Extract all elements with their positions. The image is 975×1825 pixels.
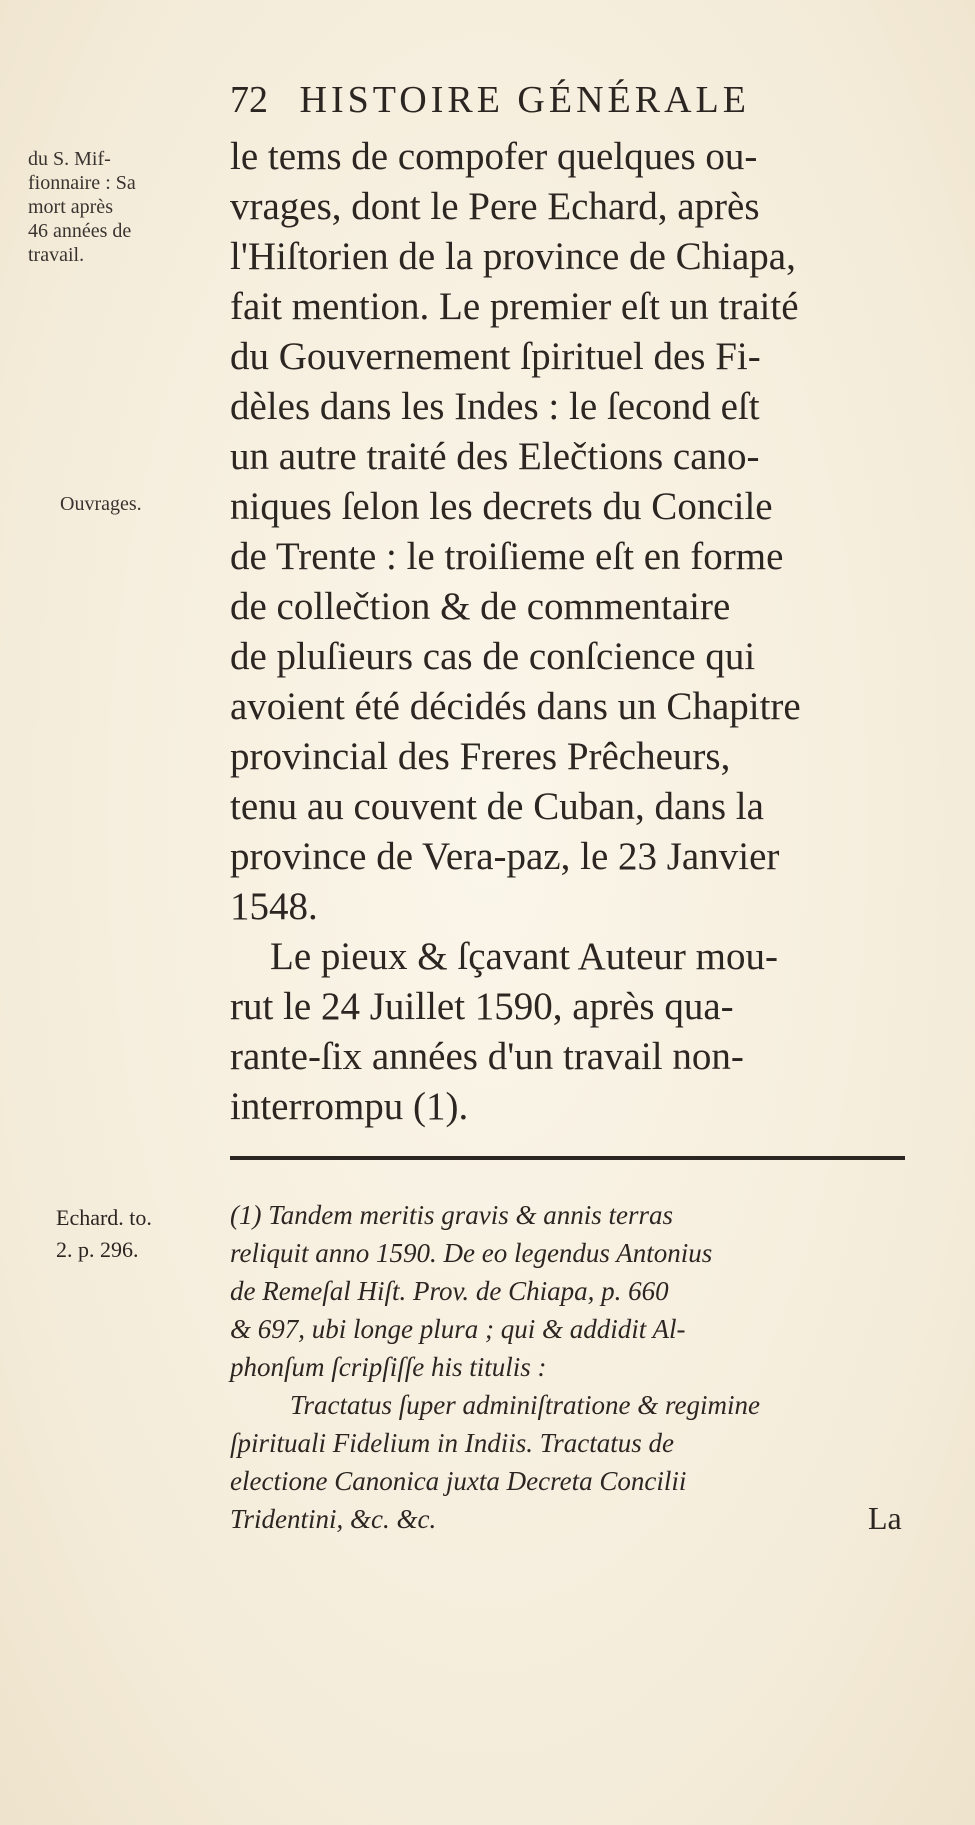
body-line: rante-ſix années d'un travail non- <box>230 1035 744 1078</box>
footnote-line: de Remeſal Hiſt. Prov. de Chiapa, p. 660 <box>230 1276 669 1306</box>
margin-note-line: fionnaire : Sa <box>28 172 136 194</box>
body-line: de pluſieurs cas de conſcience qui <box>230 635 756 678</box>
catchword: La <box>868 1500 902 1536</box>
body-line: province de Vera-paz, le 23 Janvier <box>230 835 780 878</box>
body-line: de Trente : le troiſieme eſt en forme <box>230 535 784 578</box>
margin-note-line: 46 années de <box>28 220 132 242</box>
body-line: du Gouvernement ſpirituel des Fi- <box>230 335 761 378</box>
body-line: l'Hiſtorien de la province de Chiapa, <box>230 235 796 278</box>
main-text <box>230 132 925 1132</box>
margin-note-line: travail. <box>28 244 85 266</box>
running-title: HISTOIRE GÉNÉRALE <box>299 79 750 121</box>
body-line: fait mention. Le premier eſt un traité <box>230 285 799 328</box>
footnote-rule <box>230 1156 905 1160</box>
margin-note-works <box>60 492 250 516</box>
footnote-margin-reference <box>56 1202 226 1266</box>
running-header <box>230 78 920 122</box>
body-line: dèles dans les Indes : le ſecond eſt <box>230 385 760 428</box>
body-line: provincial des Freres Prêcheurs, <box>230 735 731 778</box>
body-line: le tems de compofer quelques ou- <box>230 135 758 178</box>
footnote-margin-line: 2. p. 296. <box>56 1237 139 1262</box>
footnote-line: ſpirituali Fidelium in Indiis. Tractatus de <box>230 1428 675 1458</box>
body-line: interrompu (1). <box>230 1085 469 1128</box>
footnote-line: (1) Tandem meritis gravis & annis terras <box>230 1200 674 1230</box>
footnote-line: Tridentini, &c. &c. <box>230 1504 437 1534</box>
body-line: vrages, dont le Pere Echard, après <box>230 185 760 228</box>
footnote-line: reliquit anno 1590. De eo legendus Antonius <box>230 1238 713 1268</box>
body-line: rut le 24 Juillet 1590, après qua- <box>230 985 734 1028</box>
footnote-line: electione Canonica juxta Decreta Concilii <box>230 1466 687 1496</box>
margin-note-line: Ouvrages. <box>60 493 142 515</box>
margin-note-death <box>28 147 218 267</box>
body-line: 1548. <box>230 885 318 928</box>
margin-note-line: mort après <box>28 196 113 218</box>
body-line: tenu au couvent de Cuban, dans la <box>230 785 764 828</box>
footnote-line: & 697, ubi longe plura ; qui & addidit Al- <box>230 1314 686 1344</box>
body-line: de collečtion & de commentaire <box>230 585 731 628</box>
footnote-line: Tractatus ſuper adminiſtratione & regimine <box>290 1390 760 1420</box>
body-line: un autre traité des Elečtions cano- <box>230 435 760 478</box>
body-line: Le pieux & ſçavant Auteur mou- <box>270 935 778 978</box>
footnote-line: phonſum ſcripſiſſe his titulis : <box>230 1352 547 1382</box>
body-line: avoient été décidés dans un Chapitre <box>230 685 801 728</box>
body-line: niques ſelon les decrets du Concile <box>230 485 773 528</box>
margin-note-line: du S. Mif- <box>28 148 111 170</box>
footnote <box>230 1196 910 1538</box>
page-number: 72 <box>230 79 268 121</box>
footnote-margin-line: Echard. to. <box>56 1205 152 1230</box>
